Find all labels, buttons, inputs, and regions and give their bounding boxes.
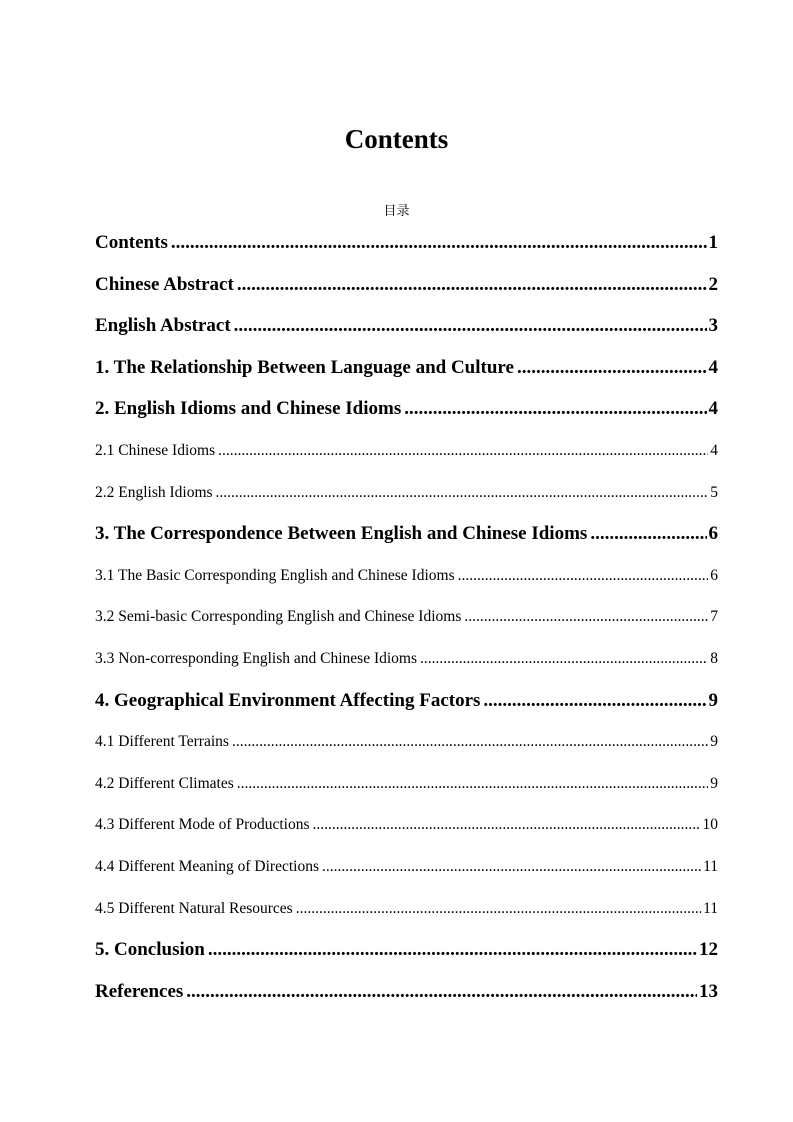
toc-entry-label: 4. Geographical Environment Affecting Factors	[95, 689, 481, 711]
toc-dot-leader	[237, 769, 708, 799]
toc-entry-page-number: 6	[710, 566, 718, 584]
toc-entry-label: 2.2 English Idioms	[95, 483, 213, 501]
toc-dot-leader	[404, 394, 706, 424]
toc-entry[interactable]	[95, 852, 718, 894]
toc-entry[interactable]	[95, 353, 718, 395]
toc-dot-leader	[237, 270, 707, 300]
toc-entry-label: 2.1 Chinese Idioms	[95, 441, 216, 459]
toc-entry-label: 4.1 Different Terrains	[95, 733, 229, 751]
toc-entry-page-number: 9	[710, 733, 718, 751]
toc-entry[interactable]	[95, 561, 718, 603]
toc-entry-label: 4.3 Different Mode of Productions	[95, 816, 310, 834]
toc-entry[interactable]	[95, 769, 718, 811]
toc-dot-leader	[234, 311, 707, 341]
toc-entry-label: 2. English Idioms and Chinese Idioms	[95, 398, 402, 420]
toc-entry-label: Chinese Abstract	[95, 273, 234, 295]
toc-entry-label: 3.2 Semi-basic Corresponding English and Chinese Idioms	[95, 608, 462, 626]
toc-entry[interactable]	[95, 602, 718, 644]
toc-entry-page-number: 5	[710, 483, 718, 501]
toc-entry[interactable]	[95, 727, 718, 769]
page-subtitle: 目录	[383, 204, 410, 219]
toc-entry[interactable]	[95, 394, 718, 436]
toc-entry-page-number: 8	[710, 649, 718, 667]
toc-dot-leader	[322, 852, 701, 882]
toc-dot-leader	[420, 644, 708, 674]
toc-entry-label: 4.4 Different Meaning of Directions	[95, 857, 319, 875]
toc-entry-label: 3.1 The Basic Corresponding English and Chinese Idioms	[95, 566, 455, 584]
toc-dot-leader	[464, 602, 708, 632]
toc-entry-label: 5. Conclusion	[95, 939, 205, 961]
toc-entry-page-number: 4	[710, 441, 718, 459]
toc-entry[interactable]	[95, 311, 718, 353]
toc-entry[interactable]	[95, 519, 718, 561]
toc-entry-page-number: 10	[702, 816, 718, 834]
toc-entry-page-number: 4	[708, 398, 718, 420]
toc-entry-page-number: 13	[699, 980, 718, 1002]
toc-entry-label: References	[95, 980, 184, 1002]
toc-dot-leader	[517, 353, 707, 383]
toc-entry[interactable]	[95, 894, 718, 936]
toc-entry[interactable]	[95, 478, 718, 520]
toc-entry-label: 3.3 Non-corresponding English and Chinese Idioms	[95, 649, 418, 667]
toc-entry-label: Contents	[95, 232, 168, 253]
toc-entry-page-number: 6	[708, 523, 718, 545]
toc-entry[interactable]	[95, 935, 718, 977]
toc-entry[interactable]	[95, 270, 718, 312]
toc-dot-leader	[313, 810, 701, 840]
toc-entry-label: 4.2 Different Climates	[95, 774, 234, 792]
toc-entry[interactable]	[95, 644, 718, 686]
toc-entry-page-number: 9	[708, 689, 718, 711]
toc-entry-page-number: 12	[699, 939, 718, 961]
toc-dot-leader	[232, 727, 708, 757]
toc-entry-page-number: 4	[708, 356, 718, 378]
toc-entry-page-number: 11	[703, 857, 718, 875]
toc-entry-page-number: 1	[708, 232, 718, 253]
page-title: Contents	[344, 124, 449, 154]
toc-entry-label: 4.5 Different Natural Resources	[95, 899, 293, 917]
toc-dot-leader	[216, 478, 709, 508]
toc-dot-leader	[483, 686, 706, 716]
toc-entry-page-number: 2	[708, 273, 718, 295]
toc-entry-page-number: 3	[708, 315, 718, 337]
toc-entry[interactable]	[95, 228, 718, 270]
toc-dot-leader	[171, 228, 707, 258]
toc-entry-label: 1. The Relationship Between Language and Culture	[95, 356, 514, 378]
table-of-contents	[95, 228, 718, 1018]
toc-entry-label: English Abstract	[95, 315, 231, 337]
toc-entry-page-number: 9	[710, 774, 718, 792]
toc-entry-label: 3. The Correspondence Between English and Chinese Idioms	[95, 523, 588, 545]
toc-dot-leader	[218, 436, 708, 466]
toc-dot-leader	[186, 977, 697, 1007]
toc-dot-leader	[458, 561, 709, 591]
toc-dot-leader	[296, 894, 701, 924]
toc-dot-leader	[590, 519, 706, 549]
toc-entry[interactable]	[95, 977, 718, 1019]
toc-entry[interactable]	[95, 686, 718, 728]
toc-entry[interactable]	[95, 436, 718, 478]
toc-entry[interactable]	[95, 810, 718, 852]
toc-entry-page-number: 11	[703, 899, 718, 917]
toc-entry-page-number: 7	[710, 608, 718, 626]
toc-dot-leader	[208, 935, 697, 965]
